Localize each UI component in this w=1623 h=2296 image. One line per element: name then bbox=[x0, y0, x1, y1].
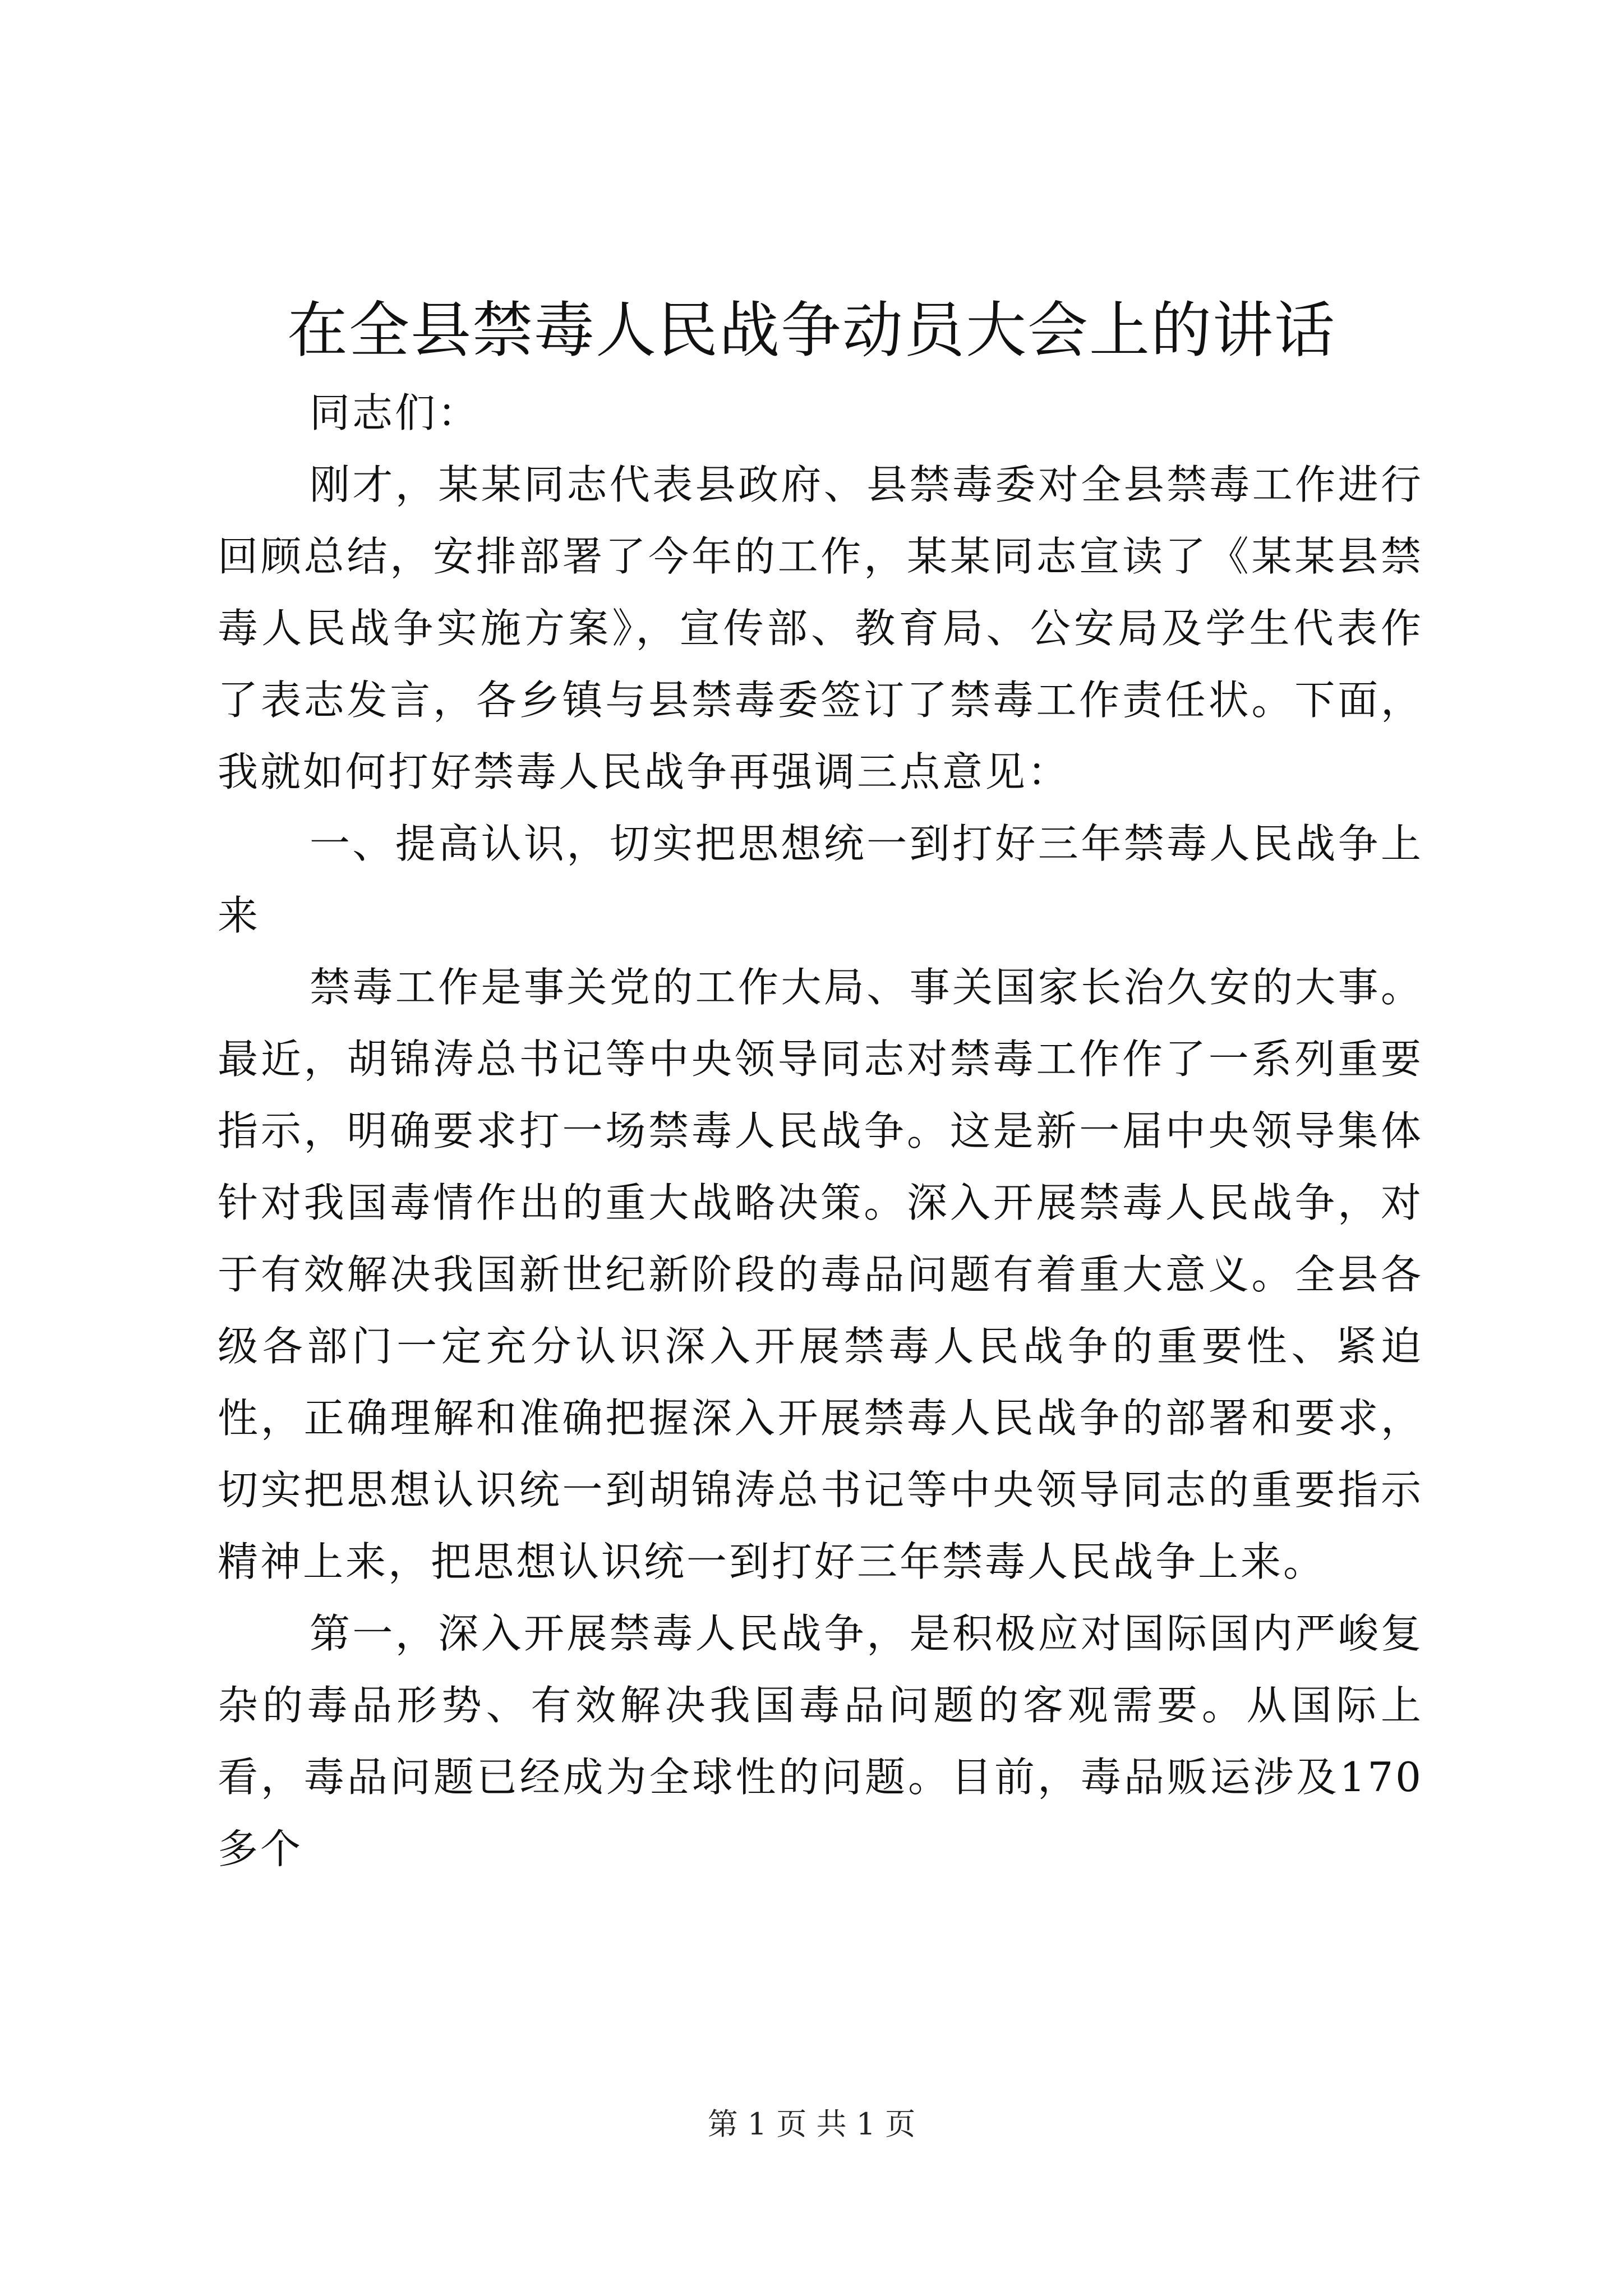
document-body bbox=[218, 377, 1423, 1885]
paragraph-intro: 刚才，某某同志代表县政府、县禁毒委对全县禁毒工作进行回顾总结，安排部署了今年的工作，某某同志宣读了《某某县禁毒人民战争实施方案》，宣传部、教育局、公安局及学生代表作了表志发言，各乡镇与县禁毒委签订了禁毒工作责任状。下面，我就如何打好禁毒人民战争再强调三点意见： bbox=[218, 461, 1423, 795]
document-title: 在全县禁毒人民战争动员大会上的讲话 bbox=[287, 296, 1336, 366]
page-footer: 第 1 页 共 1 页 bbox=[707, 2106, 916, 2142]
paragraph-first-point: 第一，深入开展禁毒人民战争，是积极应对国际国内严峻复杂的毒品形势、有效解决我国毒品问题的客观需要。从国际上看，毒品问题已经成为全球性的问题。目前，毒品贩运涉及170多个 bbox=[218, 1610, 1423, 1872]
paragraph-section-1: 禁毒工作是事关党的工作大局、事关国家长治久安的大事。最近，胡锦涛总书记等中央领导同志对禁毒工作作了一系列重要指示，明确要求打一场禁毒人民战争。这是新一届中央领导集体针对我国毒情作出的重大战略决策。深入开展禁毒人民战争，对于有效解决我国新世纪新阶段的毒品问题有着重大意义。全县各级各部门一定充分认识深入开展禁毒人民战争的重要性、紧迫性，正确理解和准确把握深入开展禁毒人民战争的部署和要求，切实把思想认识统一到胡锦涛总书记等中央领导同志的重要指示精神上来，把思想认识统一到打好三年禁毒人民战争上来。 bbox=[218, 964, 1423, 1585]
paragraph-salutation: 同志们： bbox=[310, 389, 481, 436]
section-heading-1: 一、提高认识，切实把思想统一到打好三年禁毒人民战争上来 bbox=[218, 820, 1423, 939]
